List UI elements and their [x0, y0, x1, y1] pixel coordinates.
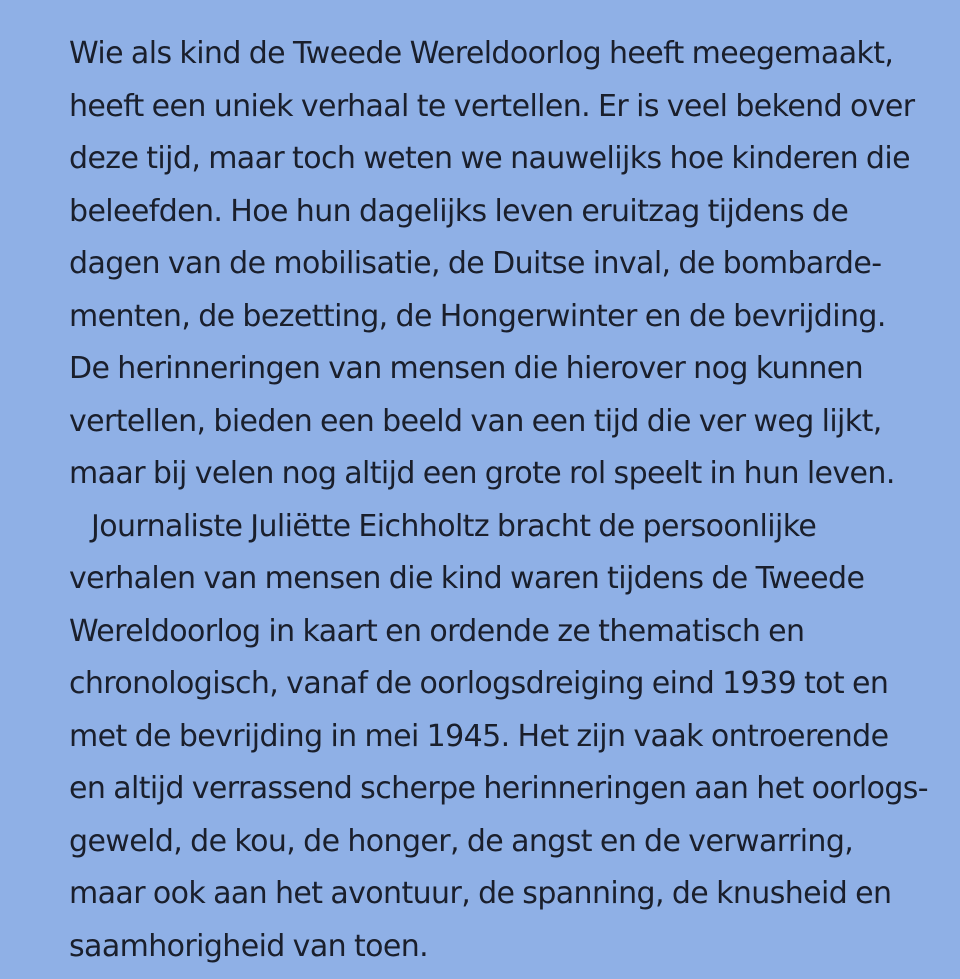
- text-line: De herinneringen van mensen die hierover nog kunnen: [69, 351, 864, 386]
- paragraph-intro: [69, 28, 960, 501]
- text-line: verhalen van mensen die kind waren tijdens de Tweede: [69, 561, 865, 596]
- text-line: Wereldoorlog in kaart en ordende ze thematisch en: [69, 613, 805, 649]
- text-line: Wie als kind de Tweede Wereldoorlog heeft meegemaakt,: [69, 36, 894, 71]
- text-line: geweld, de kou, de honger, de angst en de verwarring,: [69, 823, 854, 859]
- text-line: vertellen, bieden een beeld van een tijd die ver weg lijkt,: [69, 403, 882, 439]
- text-line: dagen van de mobilisatie, de Duitse inval, de bombarde-: [69, 246, 882, 281]
- paragraph-author: [69, 501, 960, 974]
- text-line: maar ook aan het avontuur, de spanning, de knusheid en: [69, 876, 892, 911]
- text-line: Journaliste Juliëtte Eichholtz bracht de persoonlijke: [91, 508, 817, 544]
- text-line: beleefden. Hoe hun dagelijks leven eruitzag tijdens de: [69, 193, 849, 229]
- text-line: saamhorigheid van toen.: [69, 928, 429, 964]
- text-line: maar bij velen nog altijd een grote rol speelt in hun leven.: [69, 456, 895, 491]
- text-line: deze tijd, maar toch weten we nauwelijks hoe kinderen die: [69, 141, 910, 176]
- text-line: menten, de bezetting, de Hongerwinter en de bevrijding.: [69, 298, 886, 334]
- text-line: chronologisch, vanaf de oorlogsdreiging eind 1939 tot en: [69, 666, 889, 701]
- text-line: en altijd verrassend scherpe herinneringen aan het oorlogs-: [69, 771, 929, 806]
- text-line: met de bevrijding in mei 1945. Het zijn vaak ontroerende: [69, 718, 889, 754]
- text-line: heeft een uniek verhaal te vertellen. Er is veel bekend over: [69, 88, 915, 124]
